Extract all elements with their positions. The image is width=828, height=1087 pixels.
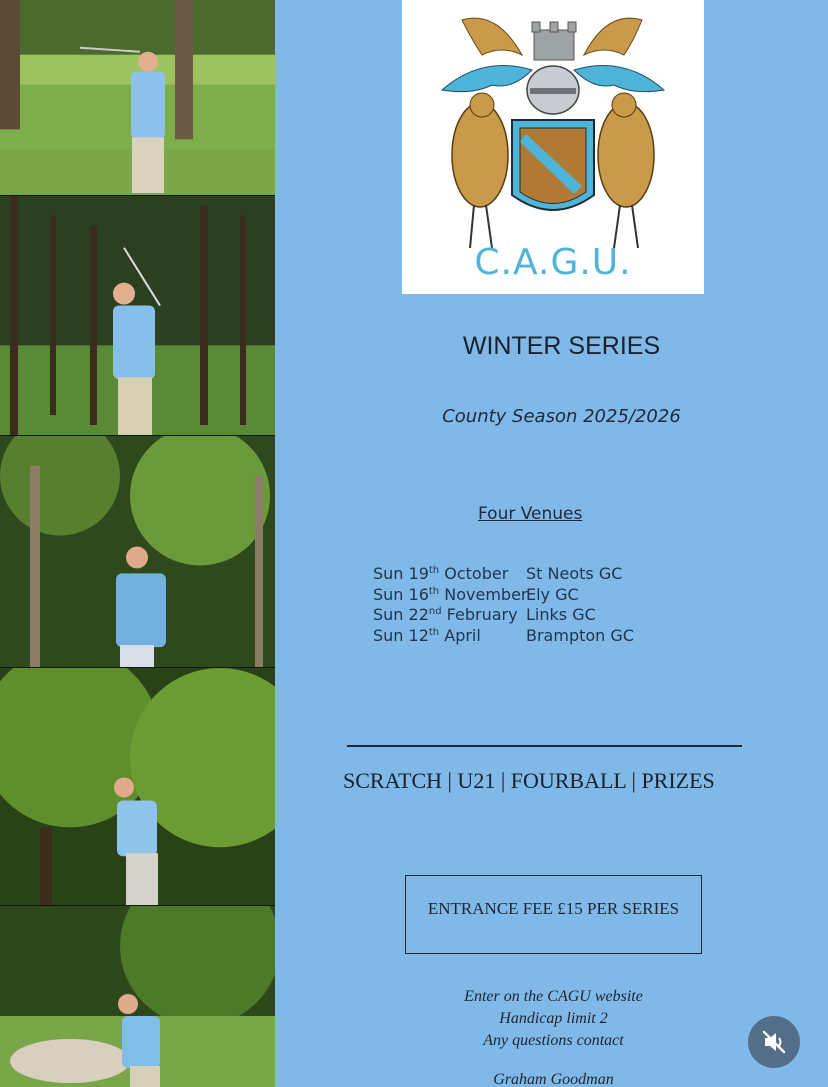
poster-panel	[275, 0, 828, 1087]
info-line: Handicap limit 2	[499, 1010, 608, 1027]
golfer-photo-4	[0, 668, 275, 906]
golfer-photo-3	[0, 436, 275, 668]
crest-lettering: C.A.G.U.	[474, 242, 632, 283]
cagu-crest-logo	[402, 0, 704, 294]
speaker-muted-icon	[761, 1029, 787, 1055]
venues-heading: Four Venues	[478, 504, 583, 524]
schedule-venue: Links GC	[526, 605, 596, 624]
schedule-venue: St Neots GC	[526, 564, 623, 583]
schedule-date: Sun 19th October	[373, 564, 509, 583]
schedule-venue: Ely GC	[526, 584, 579, 604]
contact-name: Graham Goodman	[493, 1071, 614, 1087]
golfer-photo-5	[0, 906, 275, 1087]
info-line: Any questions contact	[483, 1032, 624, 1049]
mute-button[interactable]	[748, 1016, 800, 1068]
schedule-date: Sun 12th April	[373, 625, 481, 645]
entrance-fee-box	[405, 875, 702, 954]
photo-strip	[0, 0, 275, 1087]
page-title: WINTER SERIES	[462, 332, 661, 360]
golfer-photo-2	[0, 196, 275, 436]
divider-line	[347, 745, 742, 747]
categories-line: SCRATCH | U21 | FOURBALL | PRIZES	[343, 768, 715, 793]
schedule-venue: Brampton GC	[526, 625, 634, 645]
golfer-photo-1	[0, 0, 275, 196]
entry-info	[275, 986, 828, 1052]
season-subtitle: County Season 2025/2026	[442, 406, 681, 427]
schedule-date: Sun 22nd February	[373, 605, 518, 624]
schedule-date: Sun 16th November	[373, 584, 528, 604]
entrance-fee-text: ENTRANCE FEE £15 PER SERIES	[427, 898, 680, 918]
info-line: Enter on the CAGU website	[464, 988, 643, 1005]
